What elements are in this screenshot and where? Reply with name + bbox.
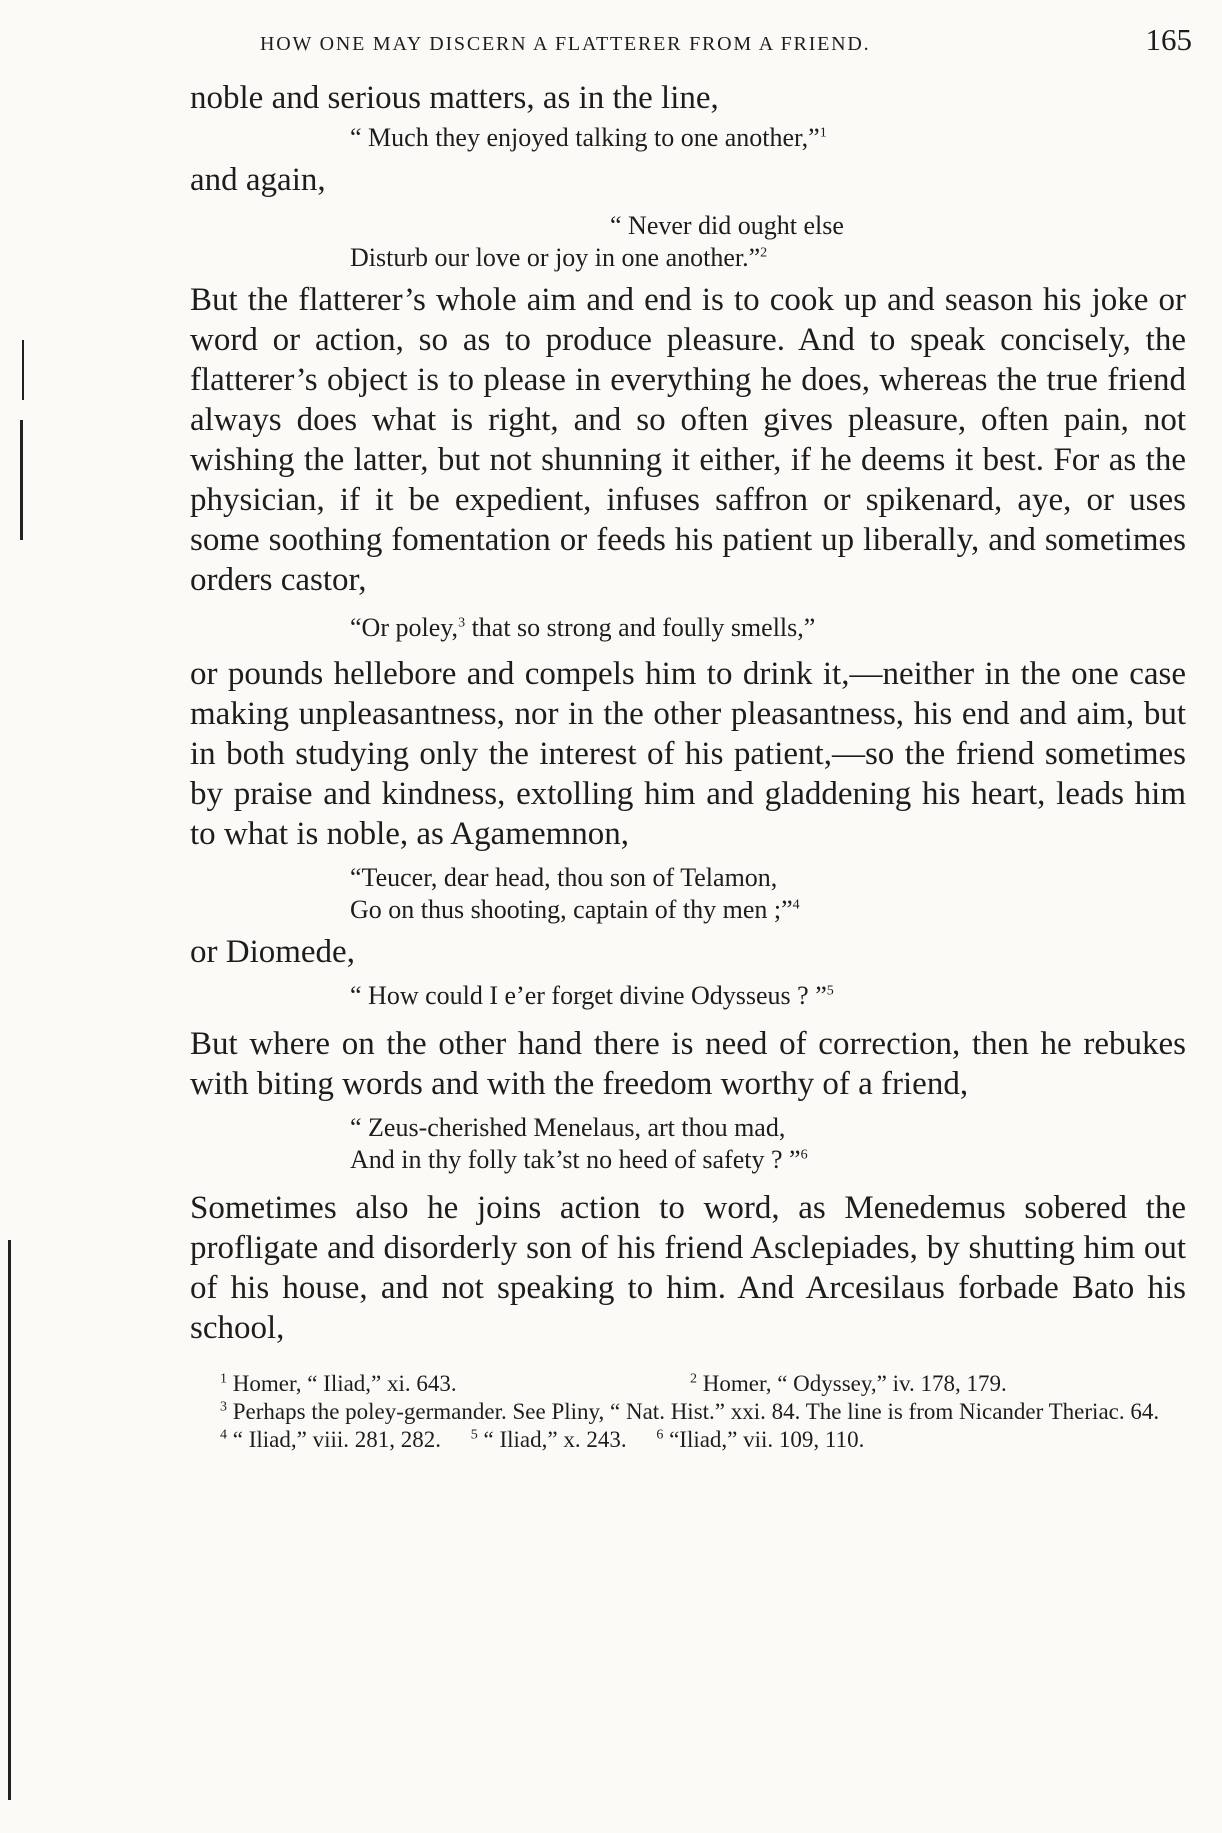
paragraph: noble and serious matters, as in the line,: [190, 80, 719, 116]
footnote-ref: 5: [826, 983, 834, 999]
scan-mark: [22, 340, 24, 400]
footnote: $^4$ “ Iliad,” viii. 281, 282.: [220, 1427, 441, 1452]
paragraph: Sometimes also he joins action to word, as Menedemus sobered the profligate and disorderly son of his friend Asclepiades, by shutting him out of his house, and not speaking to him. And Arcesilaus forbade Bato his school,: [190, 1190, 1186, 1346]
verse-line: “ Zeus-cherished Menelaus, art thou mad,: [350, 1113, 786, 1142]
paragraph: or pounds hellebore and compels him to drink it,—neither in the one case making unpleasantness, nor in the other pleasantness, his end and aim, but in both studying only the interest of his patient,—so the friend sometimes by praise and kindness, extolling him and gladdening his heart, leads him to what is noble, as Agamemnon,: [190, 656, 1186, 852]
verse-line: “ Never did ought else: [610, 211, 844, 240]
footnote-ref: 2: [760, 245, 768, 261]
verse-quote: [190, 862, 1186, 926]
verse-quote: “ How could I e’er forget divine Odysseus ? ”$^5$: [350, 981, 834, 1010]
footnote: $^2$ Homer, “ Odyssey,” iv. 178, 179.: [690, 1371, 1007, 1396]
footnotes: [190, 1370, 1186, 1454]
verse-line: Go on thus shooting, captain of thy men ;”$^4$: [350, 895, 800, 924]
verse-line: “Teucer, dear head, thou son of Telamon,: [350, 863, 778, 892]
footnote-ref: 1: [819, 125, 827, 141]
scan-mark: [8, 1240, 11, 1800]
footnote-row: [190, 1370, 1186, 1398]
verse-line: Disturb our love or joy in one another.”$^2$: [350, 243, 768, 272]
footnote: $^6$ “Iliad,” vii. 109, 110.: [656, 1427, 865, 1452]
verse-quote: [190, 210, 1186, 274]
running-title: HOW ONE MAY DISCERN A FLATTERER FROM A FRIEND.: [260, 33, 871, 55]
page-number: 165: [1145, 22, 1192, 57]
footnote: $^3$ Perhaps the poley-germander. See Pliny, “ Nat. Hist.” xxi. 84. The line is from Nicander Theriac. 64.: [220, 1399, 1160, 1424]
footnote-ref: 3: [458, 615, 466, 631]
scan-mark: [20, 420, 23, 540]
paragraph: and again,: [190, 162, 326, 198]
footnote-row: [190, 1426, 1186, 1454]
footnote-ref: 6: [800, 1147, 808, 1163]
paragraph: or Diomede,: [190, 934, 355, 970]
footnote-ref: 4: [792, 897, 800, 913]
verse-quote: “Or poley,$^3$ that so strong and foully smells,”: [350, 613, 816, 642]
verse-quote: [190, 1112, 1186, 1176]
paragraph: But the flatterer’s whole aim and end is to cook up and season his joke or word or action, so as to produce pleasure. And to speak concisely, the flatterer’s object is to please in everything he does, whereas the true friend always does what is right, and so often gives pleasure, often pain, not wishing the latter, but not shunning it either, if he deems it best. For as the physician, if it be expedient, infuses saffron or spikenard, aye, or uses some soothing fomentation or feeds his patient up liberally, and sometimes orders castor,: [190, 282, 1186, 598]
footnote: $^5$ “ Iliad,” x. 243.: [470, 1427, 627, 1452]
page-header: [260, 22, 1192, 58]
verse-line: And in thy folly tak’st no heed of safety ? ”$^6$: [350, 1145, 808, 1174]
footnote: $^1$ Homer, “ Iliad,” xi. 643.: [220, 1371, 457, 1396]
paragraph: But where on the other hand there is need of correction, then he rebukes with biting words and with the freedom worthy of a friend,: [190, 1026, 1186, 1102]
body-text: [190, 78, 1186, 1454]
verse-quote: “ Much they enjoyed talking to one another,”$^1$: [350, 123, 827, 152]
